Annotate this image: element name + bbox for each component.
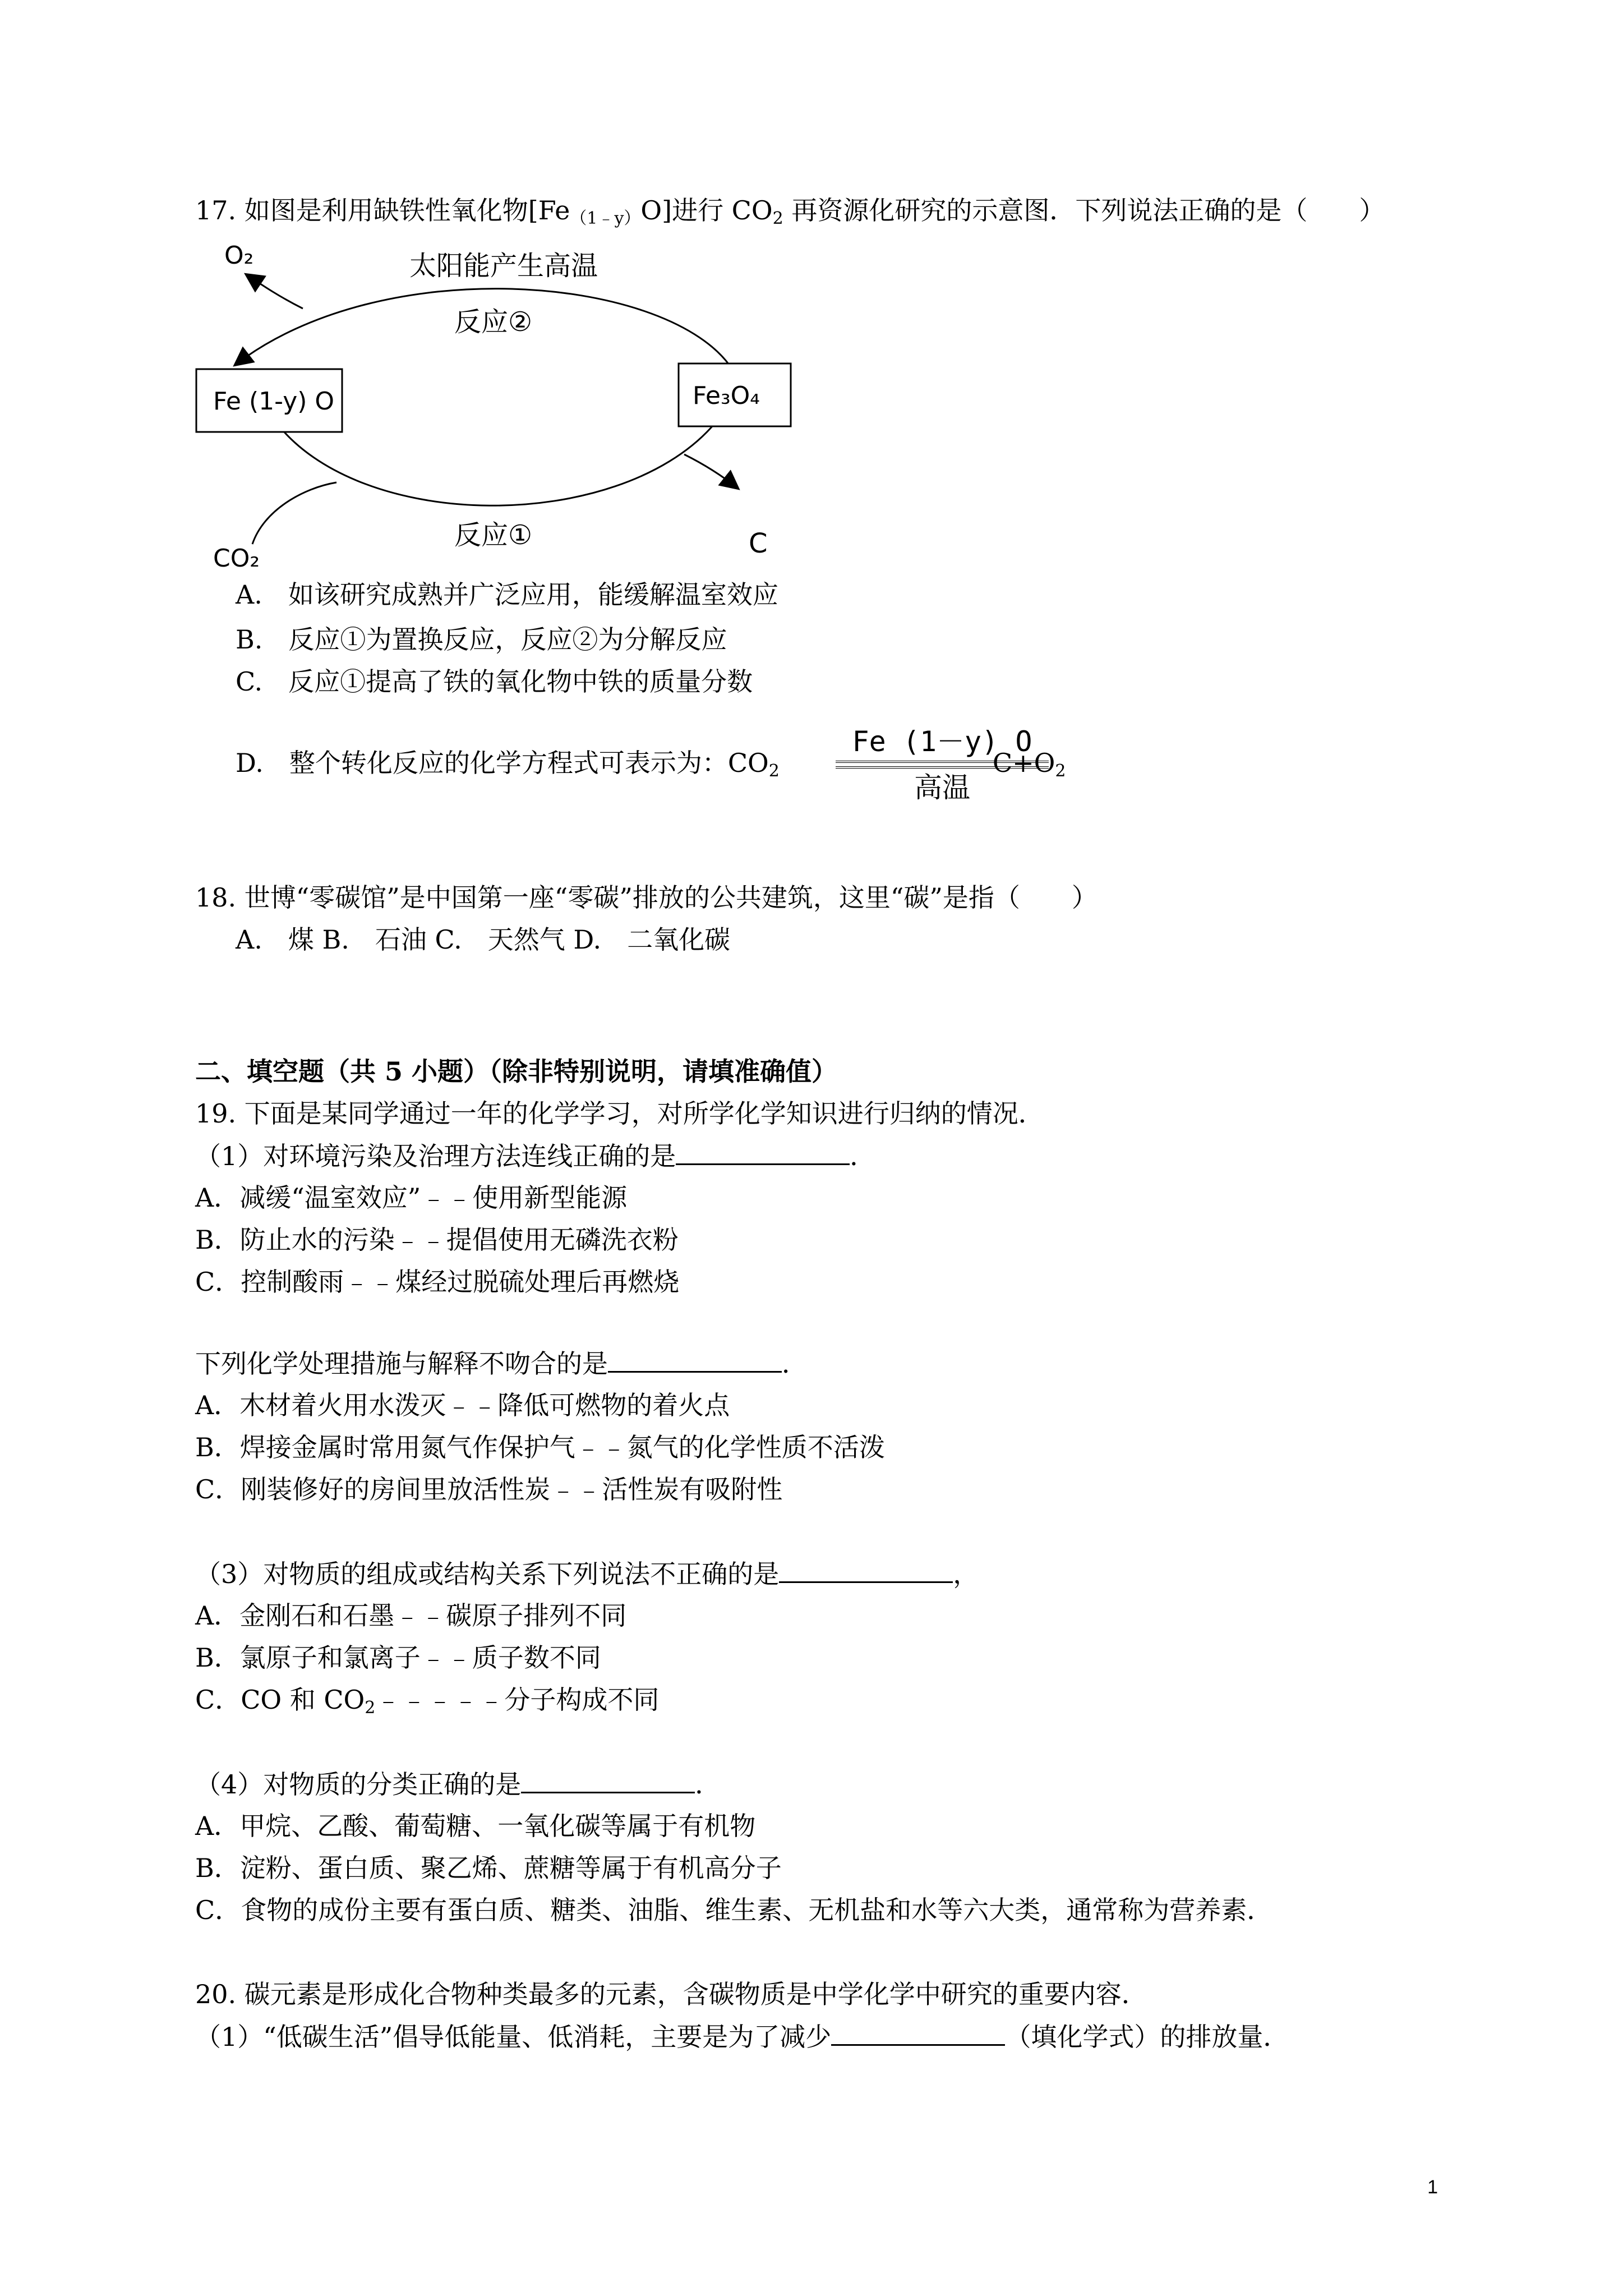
answer-blank[interactable] xyxy=(521,1767,695,1793)
c-label: C xyxy=(749,528,768,559)
co2-label: CO₂ xyxy=(213,544,260,572)
q20-stem: 20. 碳元素是形成化合物种类最多的元素，含碳物质是中学化学中研究的重要内容． xyxy=(195,1979,1147,2009)
q19-p3-b: B．氯原子和氯离子﹣﹣质子数不同 xyxy=(195,1642,601,1673)
q19-p1-b: B．防止水的污染﹣﹣提倡使用无磷洗衣粉 xyxy=(195,1225,679,1255)
top-label-2: 反应② xyxy=(454,306,533,338)
q19-part2: 下列化学处理措施与解释不吻合的是 ． xyxy=(195,1346,808,1381)
q20-part1: （1）“低碳生活”倡导低能量、低消耗，主要是为了减少 （填化学式）的排放量． xyxy=(195,2019,1289,2054)
q19-p2-a: A．木材着火用水泼灭﹣﹣降低可燃物的着火点 xyxy=(195,1390,730,1420)
q18-options: A. 煤 B. 石油 C. 天然气 D. 二氧化碳 xyxy=(236,924,731,955)
q19-stem: 19. 下面是某同学通过一年的化学学习，对所学化学知识进行归纳的情况． xyxy=(195,1098,1044,1129)
answer-blank[interactable] xyxy=(779,1557,953,1583)
q17-option-c: C. 反应①提高了铁的氧化物中铁的质量分数 xyxy=(236,666,753,697)
q19-p3-c: C．CO 和 $CO_2﹣﹣﹣﹣﹣$分子构成不同 xyxy=(195,1685,660,1718)
q19-p4-b: B．淀粉、蛋白质、聚乙烯、蔗糖等属于有机高分子 xyxy=(195,1853,782,1883)
fe-oxide-cycle-diagram xyxy=(191,241,819,572)
c-arrow xyxy=(684,454,737,488)
top-label-1: 太阳能产生高温 xyxy=(409,250,598,282)
q18-stem: 18. 世博“零碳馆”是中国第一座“零碳”排放的公共建筑，这里“碳”是指（ ） xyxy=(195,882,1098,913)
left-box-label: Fe (1-y) O xyxy=(213,387,335,416)
reaction1-arc xyxy=(275,421,712,505)
q17-option-d: D. 整个转化反应的化学方程式可表示为：$CO_2$ $C+O_2$ xyxy=(236,748,1066,781)
q17-option-b: B. 反应①为置换反应，反应②为分解反应 xyxy=(236,624,727,655)
q19-p4-c: C．食物的成份主要有蛋白质、糖类、油脂、维生素、无机盐和水等六大类，通常称为营养素． xyxy=(195,1895,1273,1925)
q19-part1: （1）对环境污染及治理方法连线正确的是 ． xyxy=(195,1139,875,1173)
q19-part4: （4）对物质的分类正确的是 ． xyxy=(195,1767,721,1801)
answer-blank[interactable] xyxy=(676,1139,850,1165)
bottom-label: 反应① xyxy=(454,519,533,551)
q19-p3-a: A．金刚石和石墨﹣﹣碳原子排列不同 xyxy=(195,1600,627,1631)
q19-p1-c: C．控制酸雨﹣﹣煤经过脱硫处理后再燃烧 xyxy=(195,1267,680,1297)
page-number: 1 xyxy=(1427,2177,1438,2198)
o2-label: O₂ xyxy=(224,241,254,270)
q19-part3: （3）对物质的组成或结构关系下列说法不正确的是 ， xyxy=(195,1557,979,1591)
q19-p4-a: A．甲烷、乙酸、葡萄糖、一氧化碳等属于有机物 xyxy=(195,1811,756,1841)
equation-catalyst: Fe (1－y) O xyxy=(852,725,1032,758)
o2-arrow xyxy=(247,275,303,309)
right-box-label: Fe₃O₄ xyxy=(693,381,760,410)
q17-stem: 17. 如图是利用缺铁性氧化物$[Fe_{(1﹣y)}O]$进行 $CO_2$ 再资源化研究的示意图．下列说法正确的是（ ） xyxy=(195,195,1385,228)
answer-blank[interactable] xyxy=(831,2019,1005,2046)
q19-p1-a: A．减缓“温室效应”﹣﹣使用新型能源 xyxy=(195,1182,628,1213)
q19-p2-b: B．焊接金属时常用氮气作保护气﹣﹣氮气的化学性质不活泼 xyxy=(195,1432,885,1462)
co2-feed-line xyxy=(252,482,336,544)
q19-p2-c: C．刚装修好的房间里放活性炭﹣﹣活性炭有吸附性 xyxy=(195,1474,783,1504)
answer-blank[interactable] xyxy=(608,1346,782,1373)
section-2-title: 二、填空题（共 5 小题）（除非特别说明，请填准确值） xyxy=(195,1056,838,1087)
equation-high-temp: 高温 xyxy=(914,771,970,804)
equation-condition xyxy=(836,724,1049,806)
q17-option-a: A. 如该研究成熟并广泛应用，能缓解温室效应 xyxy=(236,579,778,610)
